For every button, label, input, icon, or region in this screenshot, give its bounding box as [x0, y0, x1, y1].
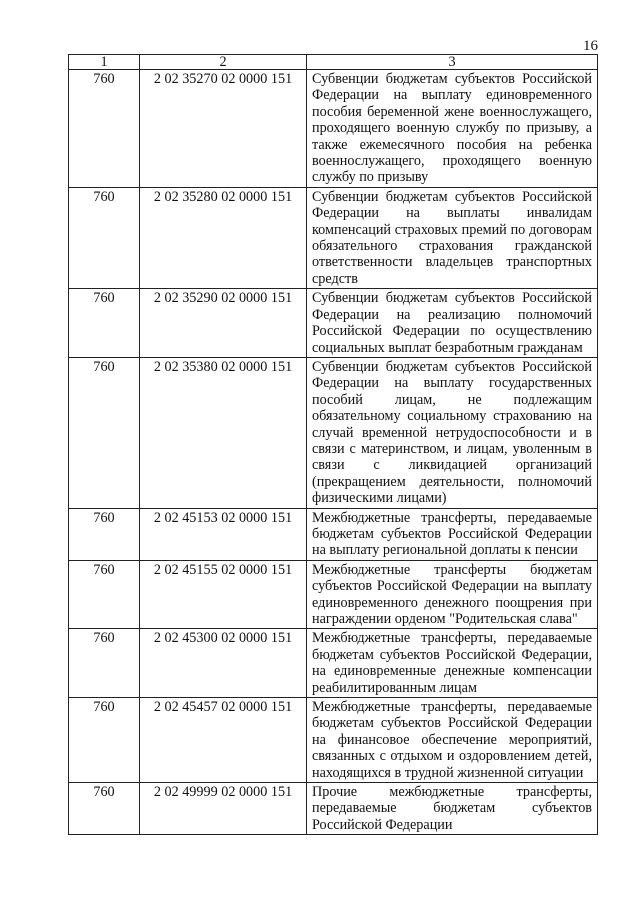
header-col-2: 2	[140, 55, 307, 70]
table-row	[69, 783, 598, 835]
header-col-3: 3	[307, 55, 598, 70]
revenue-name-cell: Межбюджетные трансферты, передаваемые бюджетам субъектов Российской Федерации, на единовременные денежные компенсации реабилитированным лицам	[307, 629, 598, 698]
revenue-name-cell: Субвенции бюджетам субъектов Российской Федерации на выплату единовременного пособия беременной жене военнослужащего, проходящего военную службу по призыву, а также ежемесячного пособия на ребенка военнослужащего, проходящего военную службу по призыву	[307, 70, 598, 188]
table-header-row	[69, 55, 598, 70]
admin-code-cell: 760	[69, 508, 140, 560]
revenue-code-cell: 2 02 35380 02 0000 151	[140, 357, 307, 508]
revenue-code-cell: 2 02 35290 02 0000 151	[140, 289, 307, 358]
revenue-name-cell: Субвенции бюджетам субъектов Российской Федерации на реализацию полномочий Российской Федерации по осуществлению социальных выплат безработным гражданам	[307, 289, 598, 358]
admin-code-cell: 760	[69, 560, 140, 629]
revenue-code-cell: 2 02 35270 02 0000 151	[140, 70, 307, 188]
header-col-1: 1	[69, 55, 140, 70]
admin-code-cell: 760	[69, 187, 140, 288]
revenue-name-cell: Субвенции бюджетам субъектов Российской Федерации на выплаты инвалидам компенсаций страховых премий по договорам обязательного страхования гражданской ответственности владельцев транспортных средств	[307, 187, 598, 288]
revenue-code-cell: 2 02 35280 02 0000 151	[140, 187, 307, 288]
table-row	[69, 357, 598, 508]
admin-code-cell: 760	[69, 629, 140, 698]
table-row	[69, 187, 598, 288]
revenue-name-cell: Межбюджетные трансферты, передаваемые бюджетам субъектов Российской Федерации на выплату региональной доплаты к пенсии	[307, 508, 598, 560]
table-row	[69, 698, 598, 783]
revenue-code-cell: 2 02 49999 02 0000 151	[140, 783, 307, 835]
admin-code-cell: 760	[69, 289, 140, 358]
revenue-name-cell: Прочие межбюджетные трансферты, передаваемые бюджетам субъектов Российской Федерации	[307, 783, 598, 835]
page-number: 16	[583, 38, 598, 54]
budget-codes-table	[68, 54, 598, 835]
table-row	[69, 289, 598, 358]
revenue-code-cell: 2 02 45457 02 0000 151	[140, 698, 307, 783]
table-row	[69, 629, 598, 698]
admin-code-cell: 760	[69, 783, 140, 835]
revenue-code-cell: 2 02 45300 02 0000 151	[140, 629, 307, 698]
revenue-code-cell: 2 02 45155 02 0000 151	[140, 560, 307, 629]
admin-code-cell: 760	[69, 357, 140, 508]
admin-code-cell: 760	[69, 70, 140, 188]
admin-code-cell: 760	[69, 698, 140, 783]
revenue-name-cell: Межбюджетные трансферты, передаваемые бюджетам субъектов Российской Федерации на финансовое обеспечение мероприятий, связанных с отдыхом и оздоровлением детей, находящихся в трудной жизненной ситуации	[307, 698, 598, 783]
revenue-code-cell: 2 02 45153 02 0000 151	[140, 508, 307, 560]
revenue-name-cell: Межбюджетные трансферты бюджетам субъектов Российской Федерации на выплату единовременного денежного поощрения при награждении орденом "Родительская слава"	[307, 560, 598, 629]
table-row	[69, 560, 598, 629]
table-row	[69, 70, 598, 188]
revenue-name-cell: Субвенции бюджетам субъектов Российской Федерации на выплату государственных пособий лицам, не подлежащим обязательному социальному страхованию на случай временной нетрудоспособности и в связи с материнством, и лицам, уволенным в связи с ликвидацией организаций (прекращением деятельности, полномочий физическими лицами)	[307, 357, 598, 508]
table-row	[69, 508, 598, 560]
